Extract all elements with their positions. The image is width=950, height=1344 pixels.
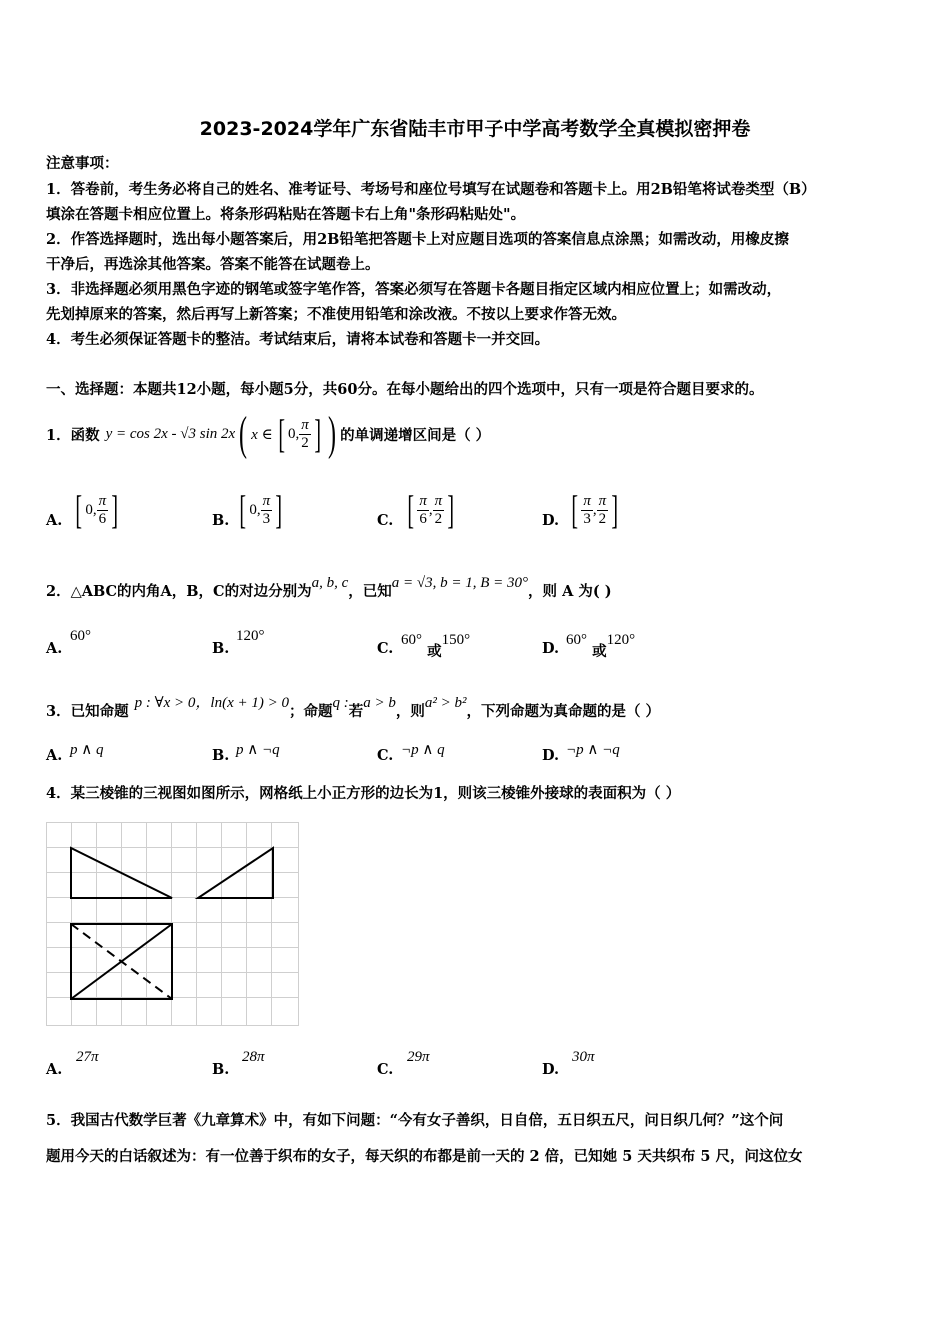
frac-den: 3 [262,510,271,527]
page-title: 2023-2024学年广东省陆丰市甲子中学高考数学全真模拟密押卷 [199,118,751,140]
q3-concl: a² > b² [424,695,467,711]
q2-option-c[interactable] [377,632,471,660]
option-value: 120° [606,632,636,648]
q3-q: q : [332,695,349,711]
option-value: 0, [249,501,261,518]
notice-line: 3．非选择题必须用黑色字迹的钢笔或签字笔作答，答案必须写在答题卡各题目指定区域内相应位置上；如需改动， [46,281,782,298]
option-label: D. [542,747,560,764]
q1-domain-left: x ∈ [251,426,273,443]
q3-prefix: 3．已知命题 [46,703,129,720]
q3-mid1: ；命题 [288,703,333,720]
frac-num: π [419,492,427,509]
frac-den: 2 [434,510,443,527]
q1-domain-pi: π [301,416,309,433]
section-heading: 一、选择题：本题共12小题，每小题5分，共60分。在每小题给出的四个选项中，只有一项是符合题目要求的。 [46,381,764,398]
option-label: D. [542,640,560,657]
frac-den: 6 [419,510,427,527]
option-value: p ∧ ¬q [236,742,280,758]
q2-prefix: 2．△ABC的内角A，B，C的对边分别为 [46,583,312,600]
option-value: 60° [566,632,587,648]
notice-line: 干净后，再选涂其他答案。答案不能答在试题卷上。 [46,256,380,273]
q3-option-d[interactable] [542,742,620,764]
option-label: D. [542,1061,560,1078]
q3-option-a[interactable] [46,742,104,764]
question-5-line-1: 5．我国古代数学巨著《九章算术》中，有如下问题：“今有女子善织，日自倍，五日织五尺，问日织几何？”这个问 [46,1112,784,1129]
frac-num: π [598,492,607,509]
frac-den: 3 [583,510,591,527]
q1-option-b-label: B. [212,512,230,529]
q4-option-d[interactable] [542,1049,595,1078]
option-value: 150° [441,632,471,648]
notice-line: 填涂在答题卡相应位置上。将条形码粘贴在答题卡右上角"条形码粘贴处"。 [46,206,526,223]
q3-suffix: ，下列命题为真命题的是（ ） [466,703,661,720]
notice-heading: 注意事项： [46,155,119,172]
option-label: B. [212,747,230,764]
question-5-line-2: 题用今天的白话叙述为：有一位善于织布的女子，每天织的布都是前一天的 2 倍，已知她 5 天共织布 5 尺，问这位女 [46,1148,803,1165]
q3-options [46,742,746,771]
q3-option-c[interactable] [377,742,445,764]
q3-cond: a > b [363,695,396,711]
bracket: [ [75,487,82,532]
frac-num: π [262,492,271,509]
question-1 [46,407,491,460]
question-3 [46,695,661,721]
bracket: [ [239,487,246,532]
q1-suffix: 的单调递增区间是（ ） [340,426,491,444]
option-value: ¬p ∧ q [401,742,445,758]
notice-line: 先划掉原来的答案，然后再写上新答案；不准使用铅笔和涂改液。不按以上要求作答无效。 [46,306,626,323]
option-value: 30π [572,1049,595,1065]
question-4: 4．某三棱锥的三视图如图所示，网格纸上小正方形的边长为1，则该三棱锥外接球的表面积为（ ） [46,785,681,802]
option-label: A. [46,1061,63,1078]
frac-den: 6 [98,510,107,527]
q2-mid: ，已知 [348,583,392,600]
q1-option-a[interactable] [72,487,121,532]
q4-option-b[interactable] [212,1049,265,1078]
option-value: 27π [76,1049,99,1065]
option-label: B. [212,1061,230,1078]
q3-mid3: ，则 [395,703,425,720]
option-or: 或 [427,643,442,660]
q3-option-b[interactable] [212,742,280,764]
q4-option-a[interactable] [46,1049,99,1078]
bracket: ] [275,487,283,532]
bracket: ] [611,487,619,532]
notice-line: 2．作答选择题时，选出每小题答案后，用2B铅笔把答题卡上对应题目选项的答案信息点涂黑；如需改动，用橡皮擦 [46,231,789,248]
q2-option-a[interactable] [46,628,91,657]
option-value: 28π [242,1049,265,1065]
notice-line: 1．答卷前，考生务必将自己的姓名、准考证号、考场号和座位号填写在试题卷和答题卡上。用2B铅笔将试卷类型（B） [46,181,816,198]
q2-option-b[interactable] [212,628,265,657]
q3-mid2: 若 [348,703,364,720]
q1-domain-start: 0, [288,425,300,442]
option-label: C. [377,640,394,657]
q2-given: a = √3, b = 1, B = 30° [391,575,529,591]
bracket: [ [407,487,414,532]
option-value: ¬p ∧ ¬q [566,742,620,758]
option-value: 120° [236,628,265,644]
frac-num: π [583,492,591,509]
q2-vars: a, b, c [311,575,349,591]
q4-option-c[interactable] [377,1049,430,1078]
q2-suffix: ，则 A 为( ) [528,583,612,600]
q1-option-d[interactable]: [ $\frac{\pi}{3}$ , $\frac{\pi}{2}$ ] [571,487,619,532]
option-value: 0, [85,501,97,518]
q1-formula: y = cos 2x - √3 sin 2x [105,425,236,442]
option-value: 60° [70,628,91,644]
bracket: ] [447,487,455,532]
q1-option-d-label: D. [542,512,560,529]
q4-options [46,1049,746,1085]
three-view-grid [46,822,302,1028]
bracket: [ [571,487,578,532]
q3-p: p : ∀x > 0，ln(x + 1) > 0 [134,695,289,711]
notice-line: 4．考生必须保证答题卡的整洁。考试结束后，请将本试卷和答题卡一并交回。 [46,331,550,348]
frac-den: 2 [598,510,607,527]
q1-option-c[interactable]: [ $\frac{\pi}{6}$ , $\frac{\pi}{2}$ ] [407,487,455,532]
option-or: 或 [592,643,607,660]
q2-options [46,628,746,664]
option-label: B. [212,640,230,657]
three-view-figure [46,822,302,1032]
q1-domain: ( x ∈ [ 0, $\frac{\pi}{2}$ ] ) [239,407,337,460]
question-2 [46,575,612,601]
option-label: C. [377,1061,394,1078]
frac-num: π [98,492,107,509]
option-label: C. [377,747,394,764]
q1-option-c-label: C. [377,512,394,529]
option-label: A. [46,640,63,657]
frac-num: π [434,492,443,509]
q1-prefix: 1．函数 [46,426,100,444]
q1-option-b[interactable] [236,487,285,532]
option-value: 29π [407,1049,430,1065]
option-value: 60° [401,632,422,648]
option-value: p ∧ q [70,742,104,758]
q1-domain-two: 2 [301,434,309,451]
q1-option-a-label: A. [46,512,63,529]
option-label: A. [46,747,63,764]
q2-option-d[interactable] [542,632,636,660]
bracket: ] [111,487,119,532]
